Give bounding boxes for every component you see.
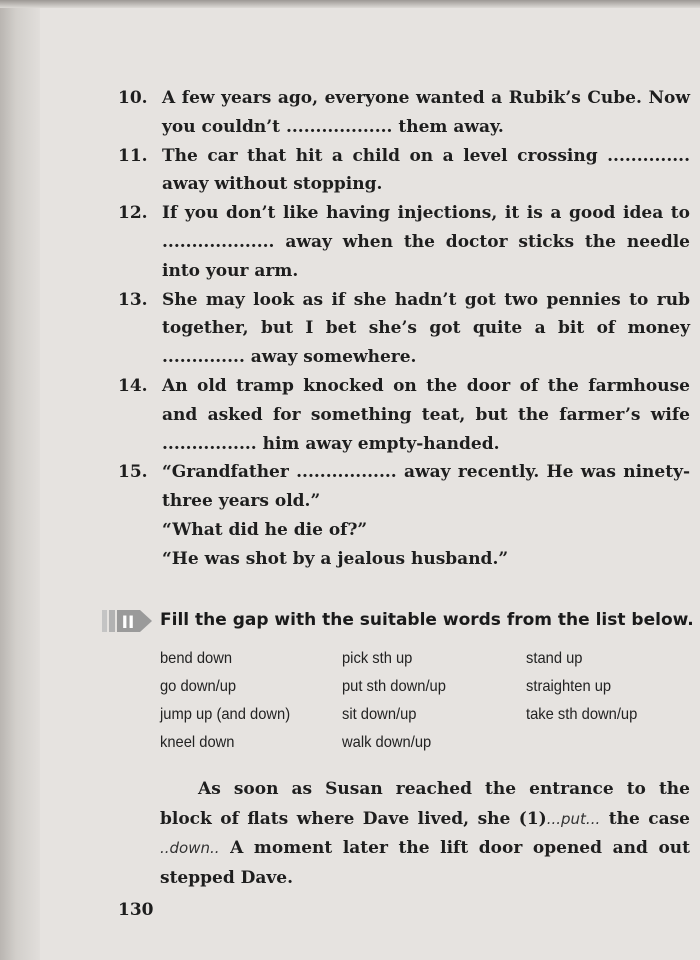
exercise-text: An old tramp knocked on the door of the farmhouse and asked for something teat, but the farmer’s wife ................ him away empty-handed. (162, 375, 690, 454)
task-header (102, 607, 692, 637)
passage-paragraph (160, 775, 690, 893)
exercise-text: She may look as if she hadn’t got two pennies to rub together, but I bet she’s got quite a bit of money .............. away somewhere. (162, 289, 690, 368)
word-list-item: go down/up (160, 678, 237, 695)
exercise-number: 11. (118, 145, 148, 166)
exercise-number: 14. (118, 375, 148, 396)
exercise-12 (118, 199, 690, 285)
word-list-item: bend down (160, 650, 233, 667)
exercise-number: 12. (118, 203, 148, 224)
passage-text: As soon as Susan reached the entrance to the block of flats where Dave lived, she (1) (160, 779, 690, 829)
exercise-line: “Grandfather ................. away recently. He was ninety-three years old.” (162, 462, 690, 512)
exercise-text: The car that hit a child on a level crossing .............. away without stopping. (162, 145, 690, 195)
gap-fill-passage (160, 775, 690, 893)
task-title: Fill the gap with the suitable words from the list below. (160, 610, 694, 630)
passage-text: the case (600, 808, 690, 829)
handwritten-answer-1: ...put... (546, 809, 601, 828)
exercise-line: “He was shot by a jealous husband.” (162, 548, 509, 569)
word-list-item: stand up (526, 650, 583, 667)
word-list (160, 650, 690, 762)
exercise-number: 13. (118, 289, 148, 310)
task-badge-label: II (121, 613, 135, 633)
word-list-item: put sth down/up (342, 678, 446, 695)
exercise-10 (118, 84, 690, 142)
task-badge-arrow-icon (102, 608, 154, 634)
exercise-14 (118, 372, 690, 458)
exercise-13 (118, 286, 690, 372)
passage-text: A moment later the lift door opened and out stepped Dave. (160, 838, 690, 888)
exercise-number: 10. (118, 88, 148, 108)
word-list-item: straighten up (526, 678, 612, 695)
exercise-list (118, 84, 690, 574)
exercise-number: 15. (118, 462, 148, 483)
word-list-item: sit down/up (342, 706, 417, 723)
exercise-11 (118, 142, 690, 200)
exercise-15 (118, 458, 690, 573)
word-list-item: kneel down (160, 734, 235, 751)
page-number: 130 (118, 900, 154, 920)
exercise-text: If you don’t like having injections, it is a good idea to ................... away when the doctor sticks the needle into your arm. (162, 203, 690, 281)
word-list-item: walk down/up (342, 734, 432, 751)
exercise-line: “What did he die of?” (162, 519, 368, 540)
word-list-item: take sth down/up (526, 706, 638, 723)
word-list-item: pick sth up (342, 650, 413, 667)
exercise-text: A few years ago, everyone wanted a Rubik’s Cube. Now you couldn’t .................. them away. (162, 88, 690, 137)
word-list-item: jump up (and down) (160, 706, 291, 723)
handwritten-answer-2: ..down.. (160, 839, 220, 857)
